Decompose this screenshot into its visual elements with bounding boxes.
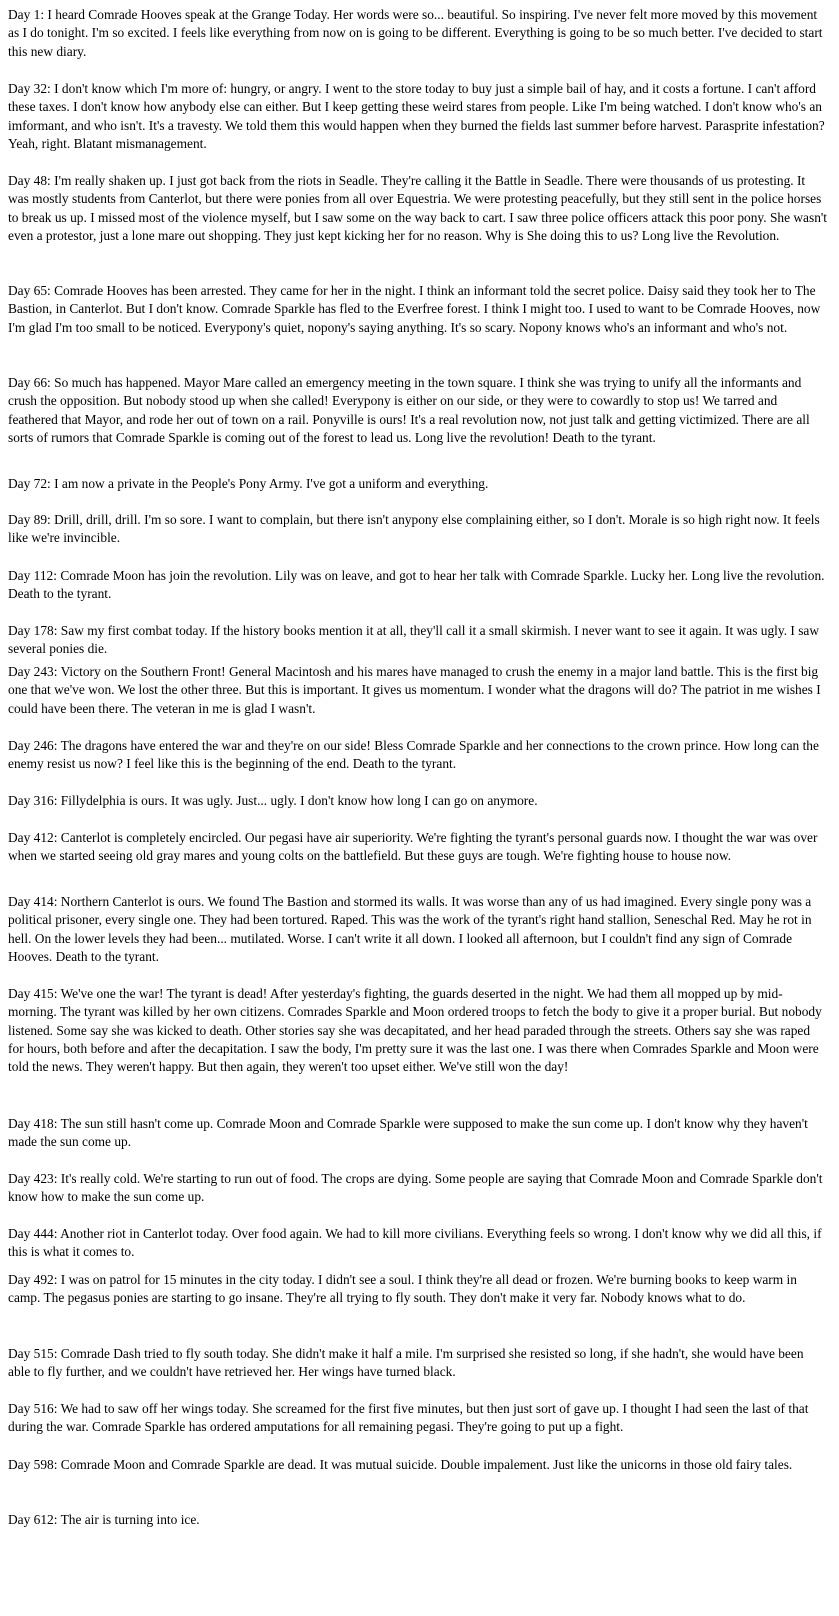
diary-entry-day-48: Day 48: I'm really shaken up. I just got back from the riots in Seadle. They're calling it the Battle in Seadle. There were thousands of us protesting. It was mostly students from Canterlot, but there were ponies from all over Equestria. We were protesting peacefully, but they still sent in the police horses to break us up. I missed most of the violence myself, but I saw some on the way back to cart. I saw three police officers attack this poor pony. She wasn't even a protestor, just a lone mare out shopping. They just kept kicking her for no reason. Why is She doing this to us? Long live the Revolution. xyxy=(8,173,828,243)
diary-entry-day-32: Day 32: I don't know which I'm more of: hungry, or angry. I went to the store today to buy just a simple bail of hay, and it costs a fortune. I can't afford these taxes. I don't know how anybody else can either. But I keep getting these weird stares from people. Like I'm being watched. I don't know who's an imformant, and who isn't. It's a travesty. We told them this would happen when they burned the fields last summer before harvest. Parasprite infestation? Yeah, right. Blatant mismanagement. xyxy=(8,81,825,151)
diary-entry-day-72: Day 72: I am now a private in the People's Pony Army. I've got a uniform and everything. xyxy=(8,476,489,491)
diary-entry-day-492: Day 492: I was on patrol for 15 minutes in the city today. I didn't see a soul. I think they're all dead or frozen. We're burning books to keep warm in camp. The pegasus ponies are starting to go insane. They're all trying to fly south. They don't make it very far. Nobody knows what to do. xyxy=(8,1272,797,1306)
diary-entry-day-246: Day 246: The dragons have entered the war and they're on our side! Bless Comrade Sparkle and her connections to the crown prince. How long can the enemy resist us now? I feel like this is the beginning of the end. Death to the tyrant. xyxy=(8,738,819,772)
diary-entry-day-414: Day 414: Northern Canterlot is ours. We found The Bastion and stormed its walls. It was worse than any of us had imagined. Every single pony was a political prisoner, every single one. They had been tortured. Raped. This was the work of the tyrant's right hand stallion, Seneschal Red. May he rot in hell. On the lower levels they had been... mutilated. Worse. I can't write it all down. I looked all afternoon, but I couldn't find any sign of Comrade Hooves. Death to the tyrant. xyxy=(8,894,812,964)
diary-entry-day-612: Day 612: The air is turning into ice. xyxy=(8,1512,200,1527)
diary-entry-day-65: Day 65: Comrade Hooves has been arrested. They came for her in the night. I think an informant told the secret police. Daisy said they took her to The Bastion, in Canterlot. But I don't know. Comrade Sparkle has fled to the Everfree forest. I think I might too. I used to want to be Comrade Hooves, now I'm glad I'm too small to be noticed. Everypony's quiet, nopony's saying anything. It's so scary. Nopony knows who's an informant and who's not. xyxy=(8,283,821,335)
diary-entry-day-598: Day 598: Comrade Moon and Comrade Sparkle are dead. It was mutual suicide. Double impalement. Just like the unicorns in those old fairy tales. xyxy=(8,1457,793,1472)
diary-entry-day-415: Day 415: We've one the war! The tyrant is dead! After yesterday's fighting, the guards deserted in the night. We had them all mopped up by mid-morning. The tyrant was killed by her own citizens. Comrades Sparkle and Moon ordered troops to fetch the body to give it a proper burial. But nobody listened. Some say she was kicked to death. Other stories say she was decapitated, and her head paraded through the streets. Others say she was raped for hours, both before and after the decapitation. I saw the body, I'm pretty sure it was the last one. I was there when Comrades Sparkle and Moon were told the news. They weren't happy. But then again, they weren't too upset either. We've still won the day! xyxy=(8,986,822,1075)
diary-entry-day-516: Day 516: We had to saw off her wings today. She screamed for the first five minutes, but then just sort of gave up. I thought I had seen the last of that during the war. Comrade Sparkle has ordered amputations for all remaining pegasi. They're going to put up a fight. xyxy=(8,1401,809,1435)
diary-entry-day-178: Day 178: Saw my first combat today. If the history books mention it at all, they'll call it a small skirmish. I never want to see it again. It was ugly. I saw several ponies die. xyxy=(8,623,820,657)
diary-entry-day-89: Day 89: Drill, drill, drill. I'm so sore. I want to complain, but there isn't anypony else complaining either, so I don't. Morale is so high right now. It feels like we're invincible. xyxy=(8,512,820,546)
diary-entry-day-66: Day 66: So much has happened. Mayor Mare called an emergency meeting in the town square. I think she was trying to unify all the informants and crush the opposition. But nobody stood up when she called! Everypony is either on our side, or they were to cowardly to stop us! We tarred and feathered that Mayor, and rode her out of town on a rail. Ponyville is ours! It's a real revolution now, not just talk and getting victimized. There are all sorts of rumors that Comrade Sparkle is coming out of the forest to lead us. Long live the revolution! Death to the tyrant. xyxy=(8,375,810,445)
diary-entry-day-515: Day 515: Comrade Dash tried to fly south today. She didn't make it half a mile. I'm surprised she resisted so long, if she hadn't, she would have been able to fly further, and we couldn't have retrieved her. Her wings have turned black. xyxy=(8,1346,804,1380)
diary-entry-day-412: Day 412: Canterlot is completely encircled. Our pegasi have air superiority. We're fighting the tyrant's personal guards now. I thought the war was over when we started seeing old gray mares and young colts on the battlefield. But these guys are tough. We're fighting house to house now. xyxy=(8,830,818,864)
diary-entry-day-316: Day 316: Fillydelphia is ours. It was ugly. Just... ugly. I don't know how long I can go on anymore. xyxy=(8,793,538,808)
diary-entry-day-112: Day 112: Comrade Moon has join the revolution. Lily was on leave, and got to hear her talk with Comrade Sparkle. Lucky her. Long live the revolution. Death to the tyrant. xyxy=(8,568,825,602)
diary-entry-day-243: Day 243: Victory on the Southern Front! General Macintosh and his mares have managed to crush the enemy in a major land battle. This is the first big one that we've won. We lost the other three. But this is important. It gives us momentum. I wonder what the dragons will do? The patriot in me wishes I could have been there. The veteran in me is glad I wasn't. xyxy=(8,664,821,716)
diary-entry-day-444: Day 444: Another riot in Canterlot today. Over food again. We had to kill more civilians. Everything feels so wrong. I don't know why we did all this, if this is what it comes to. xyxy=(8,1226,822,1260)
diary-entry-day-423: Day 423: It's really cold. We're starting to run out of food. The crops are dying. Some people are saying that Comrade Moon and Comrade Sparkle don't know how to make the sun come up. xyxy=(8,1171,823,1205)
diary-entry-day-418: Day 418: The sun still hasn't come up. Comrade Moon and Comrade Sparkle were supposed to make the sun come up. I don't know why they haven't made the sun come up. xyxy=(8,1116,808,1150)
diary-entry-day-1: Day 1: I heard Comrade Hooves speak at the Grange Today. Her words were so... beautiful. So inspiring. I've never felt more moved by this movement as I do tonight. I'm so excited. I feels like everything from now on is going to be different. Everything is going to be so much better. I've decided to start this new diary. xyxy=(8,7,823,59)
